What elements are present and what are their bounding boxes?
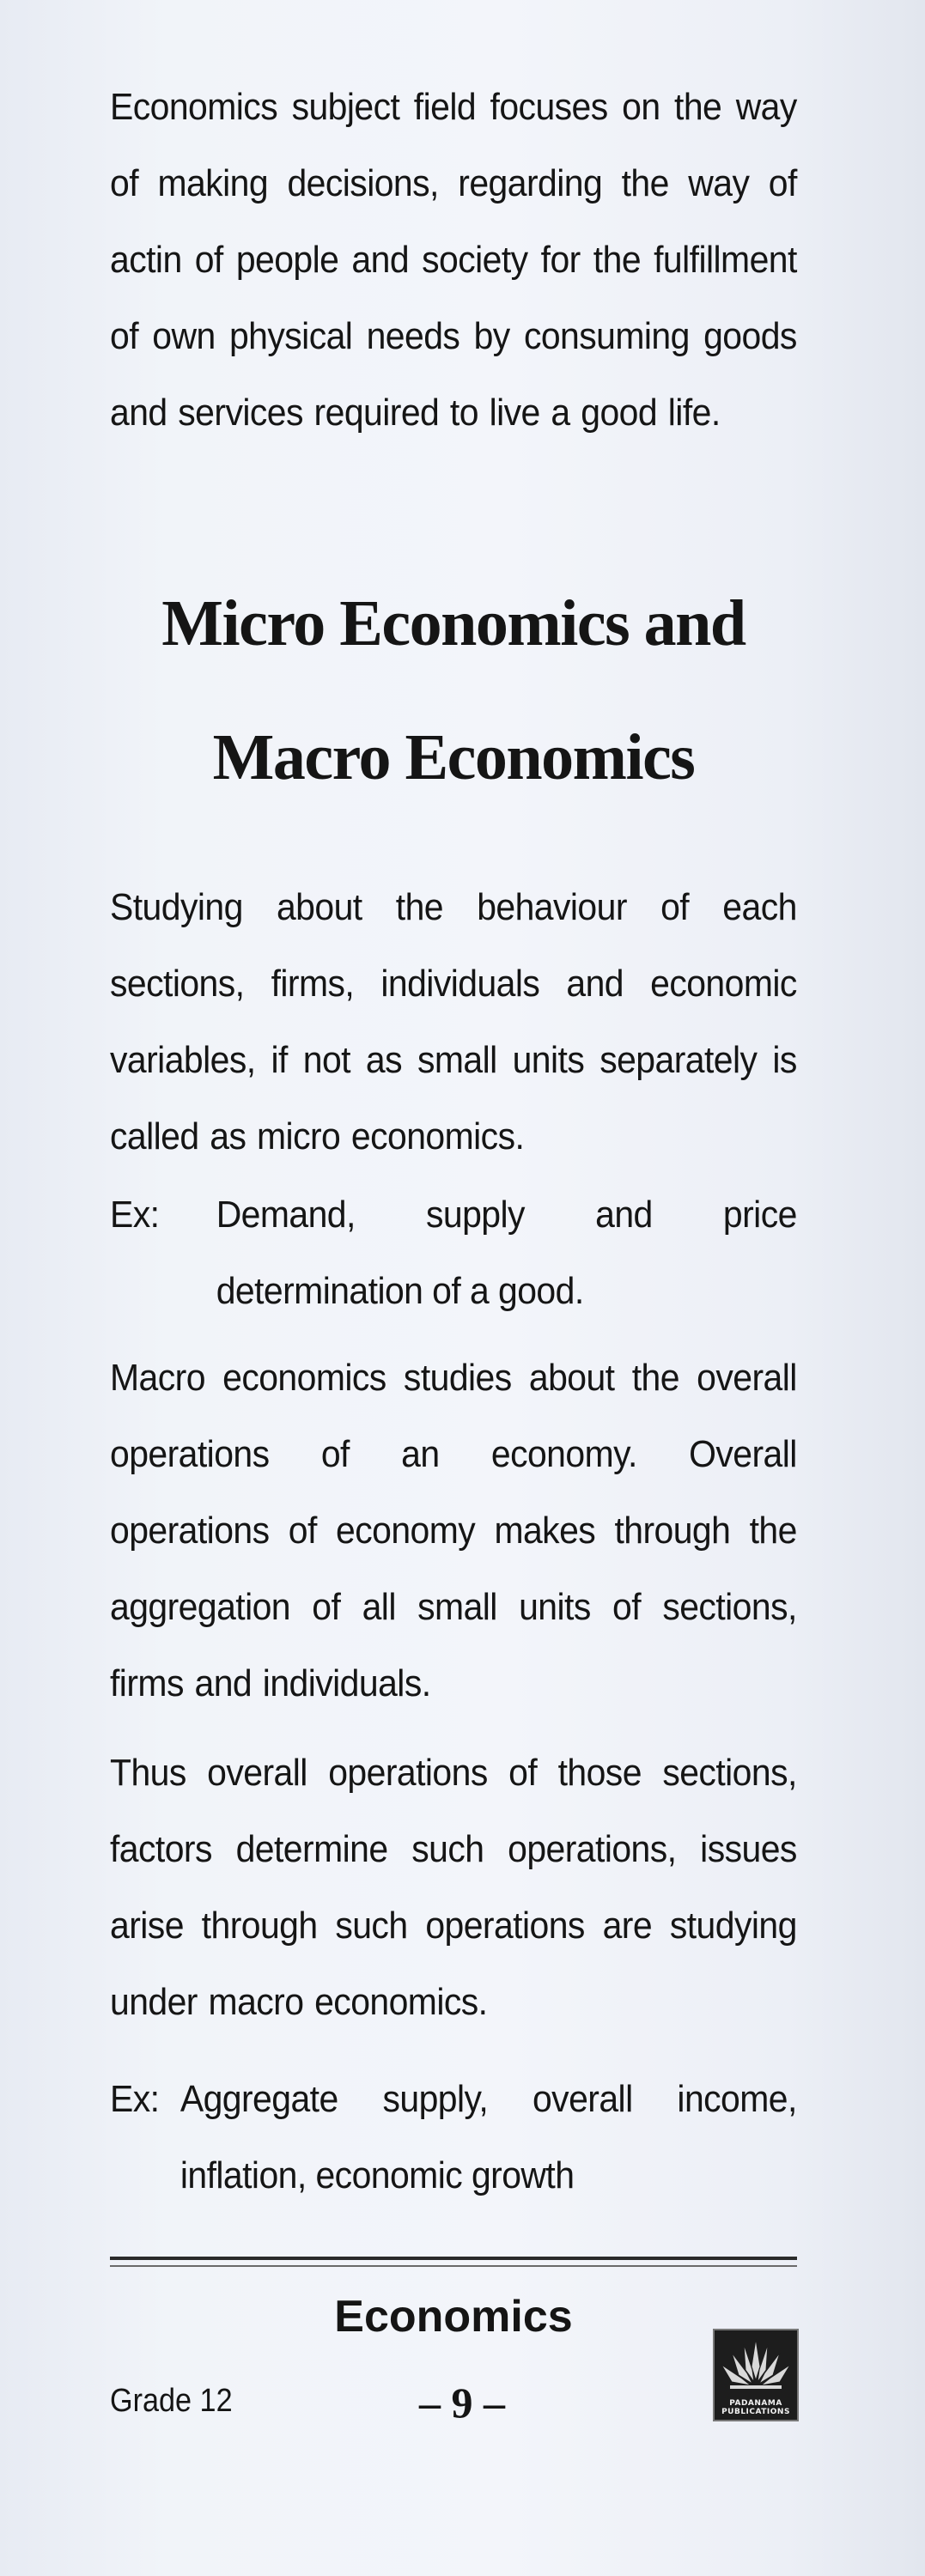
section-heading-line-2: Macro Economics	[212, 721, 695, 793]
publisher-logo	[713, 2329, 799, 2421]
micro-economics-paragraph: Studying about the behaviour of each sections, firms, individuals and economic variables, if not as small units separately is called as micro economics.	[110, 886, 797, 1157]
intro-paragraph: Economics subject field focuses on the way of making decisions, regarding the way of actin of people and society for the fulfillment of own physical needs by consuming goods and services required to live a good life.	[110, 86, 797, 434]
footer-grade: Grade 12	[110, 2383, 233, 2419]
example-label: Ex:	[110, 2078, 160, 2120]
example-text: Aggregate supply, overall income, inflation, economic growth	[180, 2078, 797, 2196]
publisher-logo-text: PADANAMA PUBLICATIONS	[721, 2399, 790, 2416]
macro-example	[110, 2061, 797, 2214]
example-text: Demand, supply and price determination of a good.	[216, 1194, 797, 1312]
example-label: Ex:	[110, 1194, 160, 1236]
section-heading-line-1: Micro Economics and	[161, 587, 745, 659]
micro-example	[110, 1176, 797, 1329]
macro-economics-paragraph-2: Thus overall operations of those sections, factors determine such operations, issues arise through such operations are studying under macro economics.	[110, 1752, 797, 2023]
lotus-icon	[715, 2332, 797, 2401]
macro-economics-paragraph-1: Macro economics studies about the overall operations of an economy. Overall operations of economy makes through the aggregation of all small units of sections, firms and individuals.	[110, 1357, 797, 1704]
footer-subject: Economics	[334, 2292, 573, 2342]
footer-divider	[110, 2257, 797, 2267]
page-number: – 9 –	[419, 2379, 505, 2427]
